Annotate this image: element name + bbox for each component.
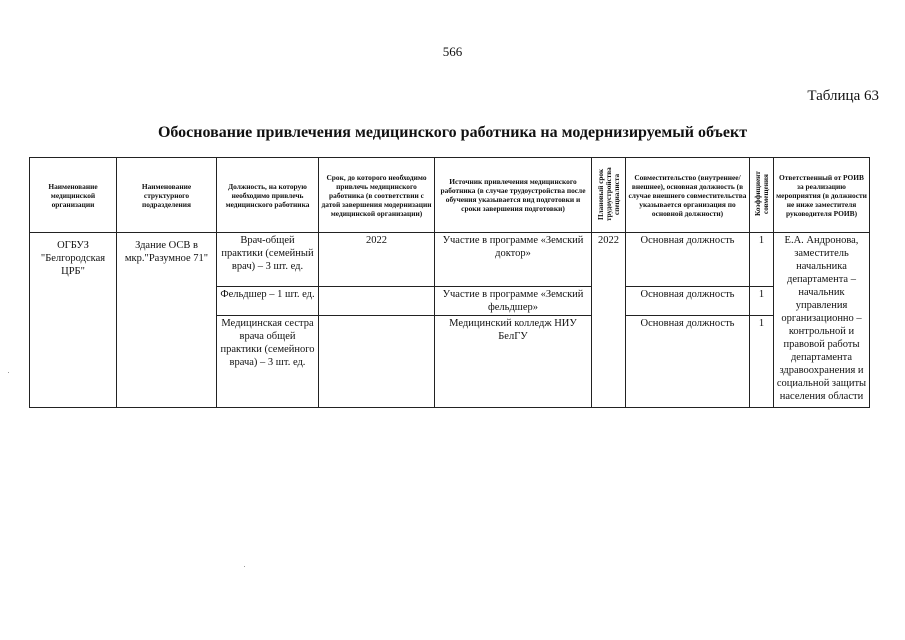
header-responsible: Ответственный от РОИВ за реализацию мероприятия (в должности не ниже заместителя руководителя РОИВ) (774, 158, 870, 233)
cell-combination-1: Основная должность (626, 233, 750, 287)
scan-speck (244, 566, 245, 567)
table-row (30, 233, 870, 287)
cell-organization: ОГБУЗ "Белгородская ЦРБ" (30, 233, 117, 408)
cell-unit: Здание ОСВ в мкр."Разумное 71" (117, 233, 217, 408)
cell-source-2: Участие в программе «Земский фельдшер» (435, 287, 592, 316)
header-planned-term-text: Плановый срок трудоустройства специалиста (596, 167, 621, 221)
cell-combination-2: Основная должность (626, 287, 750, 316)
cell-position-2: Фельдшер – 1 шт. ед. (217, 287, 319, 316)
header-source: Источник привлечения медицинского работника (в случае трудоустройства после обучения указывается вид подготовки и сроки завершения подготовки) (435, 158, 592, 233)
header-unit: Наименование структурного подразделения (117, 158, 217, 233)
header-coefficient (750, 158, 774, 233)
header-combination: Совместительство (внутреннее/ внешнее), основная должность (в случае внешнего совместительства указывается организация по основной должности) (626, 158, 750, 233)
header-position: Должность, на которую необходимо привлечь медицинского работника (217, 158, 319, 233)
header-deadline: Срок, до которого необходимо привлечь медицинского работника (в соответствии с датой завершения модернизации медицинской организации) (319, 158, 435, 233)
cell-deadline-empty-3 (319, 316, 435, 408)
cell-planned-term: 2022 (592, 233, 626, 408)
cell-coefficient-1: 1 (750, 233, 774, 287)
cell-source-1: Участие в программе «Земский доктор» (435, 233, 592, 287)
header-organization: Наименование медицинской организации (30, 158, 117, 233)
cell-combination-3: Основная должность (626, 316, 750, 408)
page-number: 566 (442, 44, 463, 59)
cell-deadline: 2022 (319, 233, 435, 287)
cell-responsible: Е.А. Андронова, заместитель начальника департамента – начальник управления организационно – контрольной и правовой работы департамента здравоохранения и социальной защиты населения области (774, 233, 870, 408)
cell-source-3: Медицинский колледж НИУ БелГУ (435, 316, 592, 408)
header-coefficient-text: Коэффициент совмещения (753, 171, 770, 217)
cell-position-1: Врач-общей практики (семейный врач) – 3 шт. ед. (217, 233, 319, 287)
header-planned-term (592, 158, 626, 233)
document-title: Обоснование привлечения медицинского работника на модернизируемый объект (157, 124, 748, 141)
table-label: Таблица 63 (807, 88, 879, 104)
cell-deadline-empty-2 (319, 287, 435, 316)
scan-speck (8, 372, 9, 373)
cell-coefficient-3: 1 (750, 316, 774, 408)
justification-table (29, 157, 870, 408)
cell-position-3: Медицинская сестра врача общей практики (семейного врача) – 3 шт. ед. (217, 316, 319, 408)
table-header-row (30, 158, 870, 233)
cell-coefficient-2: 1 (750, 287, 774, 316)
